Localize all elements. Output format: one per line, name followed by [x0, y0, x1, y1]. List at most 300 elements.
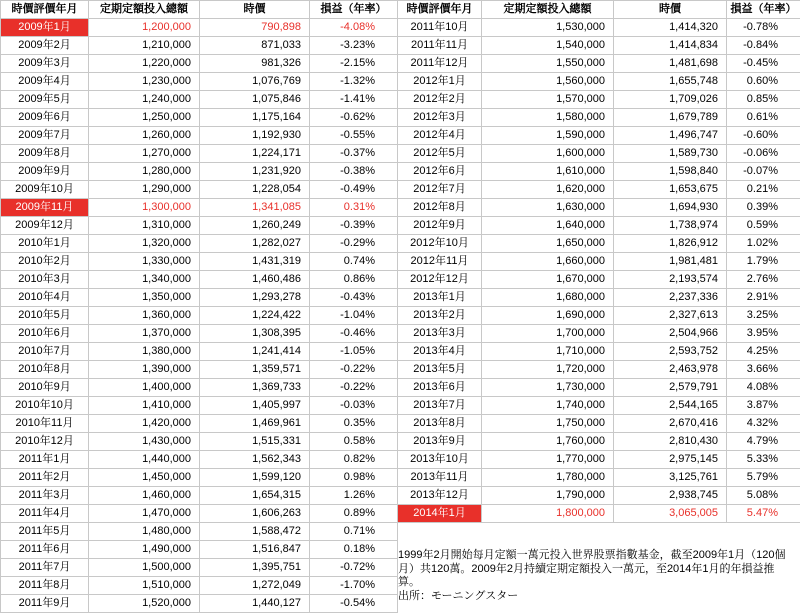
- cell-date: 2013年7月: [398, 397, 482, 415]
- table-row: [398, 271, 800, 289]
- cell-date: 2009年7月: [1, 127, 89, 145]
- cell-invested: 1,310,000: [89, 217, 200, 235]
- cell-date: 2012年2月: [398, 91, 482, 109]
- cell-invested: 1,540,000: [482, 37, 614, 55]
- cell-pl: -0.72%: [310, 559, 398, 577]
- cell-invested: 1,390,000: [89, 361, 200, 379]
- table-row: [398, 19, 800, 37]
- cell-value: 2,593,752: [614, 343, 727, 361]
- cell-pl: -0.22%: [310, 361, 398, 379]
- cell-date: 2012年10月: [398, 235, 482, 253]
- cell-pl: -0.46%: [310, 325, 398, 343]
- cell-value: 1,414,834: [614, 37, 727, 55]
- table-row: [398, 505, 800, 523]
- cell-invested: 1,620,000: [482, 181, 614, 199]
- cell-value: 1,496,747: [614, 127, 727, 145]
- cell-date: 2009年2月: [1, 37, 89, 55]
- cell-date: 2012年6月: [398, 163, 482, 181]
- cell-date: 2009年9月: [1, 163, 89, 181]
- cell-value: 1,655,748: [614, 73, 727, 91]
- cell-pl: -0.38%: [310, 163, 398, 181]
- table-row: [1, 379, 398, 397]
- cell-value: 2,670,416: [614, 415, 727, 433]
- table-row: [398, 397, 800, 415]
- cell-value: 981,326: [200, 55, 310, 73]
- cell-value: 1,224,171: [200, 145, 310, 163]
- cell-pl: 5.33%: [727, 451, 800, 469]
- cell-date: 2013年8月: [398, 415, 482, 433]
- cell-value: 2,504,966: [614, 325, 727, 343]
- cell-date: 2013年5月: [398, 361, 482, 379]
- cell-pl: 4.32%: [727, 415, 800, 433]
- cell-value: 1,588,472: [200, 523, 310, 541]
- table-row: [398, 253, 800, 271]
- table-row: [1, 217, 398, 235]
- cell-invested: 1,570,000: [482, 91, 614, 109]
- cell-date: 2010年9月: [1, 379, 89, 397]
- table-row: [1, 289, 398, 307]
- cell-date: 2012年4月: [398, 127, 482, 145]
- cell-invested: 1,370,000: [89, 325, 200, 343]
- table-row: [1, 145, 398, 163]
- cell-pl: 0.21%: [727, 181, 800, 199]
- cell-date: 2011年8月: [1, 577, 89, 595]
- cell-date: 2009年6月: [1, 109, 89, 127]
- cell-pl: -0.55%: [310, 127, 398, 145]
- cell-value: 1,826,912: [614, 235, 727, 253]
- cell-date: 2012年5月: [398, 145, 482, 163]
- cell-date: 2011年11月: [398, 37, 482, 55]
- cell-invested: 1,560,000: [482, 73, 614, 91]
- cell-invested: 1,670,000: [482, 271, 614, 289]
- cell-pl: 2.91%: [727, 289, 800, 307]
- cell-invested: 1,580,000: [482, 109, 614, 127]
- table-row: [1, 343, 398, 361]
- cell-invested: 1,450,000: [89, 469, 200, 487]
- cell-date: 2010年7月: [1, 343, 89, 361]
- cell-date: 2012年1月: [398, 73, 482, 91]
- cell-date: 2011年1月: [1, 451, 89, 469]
- cell-pl: -0.60%: [727, 127, 800, 145]
- cell-invested: 1,350,000: [89, 289, 200, 307]
- cell-value: 1,282,027: [200, 235, 310, 253]
- cell-value: 2,579,791: [614, 379, 727, 397]
- header-value: 時價: [614, 1, 727, 19]
- cell-value: 871,033: [200, 37, 310, 55]
- table-row: [1, 451, 398, 469]
- table-row: [398, 217, 800, 235]
- cell-pl: -0.07%: [727, 163, 800, 181]
- cell-invested: 1,690,000: [482, 307, 614, 325]
- cell-value: 1,679,789: [614, 109, 727, 127]
- table-row: [398, 325, 800, 343]
- cell-value: 1,469,961: [200, 415, 310, 433]
- cell-pl: 0.89%: [310, 505, 398, 523]
- cell-date: 2011年4月: [1, 505, 89, 523]
- cell-pl: 0.86%: [310, 271, 398, 289]
- cell-value: 1,231,920: [200, 163, 310, 181]
- cell-value: 1,293,278: [200, 289, 310, 307]
- table-row: [1, 523, 398, 541]
- table-row: [398, 163, 800, 181]
- cell-value: 1,272,049: [200, 577, 310, 595]
- cell-pl: 5.47%: [727, 505, 800, 523]
- cell-date: 2013年1月: [398, 289, 482, 307]
- table-row: [1, 109, 398, 127]
- cell-pl: -0.84%: [727, 37, 800, 55]
- cell-value: 2,463,978: [614, 361, 727, 379]
- cell-value: 2,975,145: [614, 451, 727, 469]
- cell-value: 790,898: [200, 19, 310, 37]
- cell-invested: 1,260,000: [89, 127, 200, 145]
- cell-date: 2010年2月: [1, 253, 89, 271]
- table-row: [398, 37, 800, 55]
- table-row: [1, 271, 398, 289]
- cell-pl: -1.41%: [310, 91, 398, 109]
- cell-invested: 1,550,000: [482, 55, 614, 73]
- cell-invested: 1,730,000: [482, 379, 614, 397]
- cell-value: 1,440,127: [200, 595, 310, 613]
- table-row: [1, 415, 398, 433]
- cell-date: 2009年1月: [1, 19, 89, 37]
- cell-pl: -0.03%: [310, 397, 398, 415]
- cell-pl: 0.18%: [310, 541, 398, 559]
- cell-value: 1,599,120: [200, 469, 310, 487]
- table-row: [398, 109, 800, 127]
- cell-pl: 1.02%: [727, 235, 800, 253]
- cell-pl: 0.60%: [727, 73, 800, 91]
- cell-value: 2,938,745: [614, 487, 727, 505]
- cell-value: 1,308,395: [200, 325, 310, 343]
- cell-date: 2012年12月: [398, 271, 482, 289]
- cell-invested: 1,630,000: [482, 199, 614, 217]
- cell-date: 2012年3月: [398, 109, 482, 127]
- table-row: [398, 433, 800, 451]
- cell-pl: 4.79%: [727, 433, 800, 451]
- cell-invested: 1,400,000: [89, 379, 200, 397]
- cell-date: 2013年12月: [398, 487, 482, 505]
- cell-value: 1,654,315: [200, 487, 310, 505]
- cell-invested: 1,410,000: [89, 397, 200, 415]
- cell-pl: -0.62%: [310, 109, 398, 127]
- table-row: [1, 181, 398, 199]
- cell-value: 1,076,769: [200, 73, 310, 91]
- cell-value: 1,460,486: [200, 271, 310, 289]
- cell-date: 2014年1月: [398, 505, 482, 523]
- cell-value: 1,606,263: [200, 505, 310, 523]
- cell-pl: 0.82%: [310, 451, 398, 469]
- cell-date: 2010年4月: [1, 289, 89, 307]
- cell-value: 1,260,249: [200, 217, 310, 235]
- cell-value: 1,359,571: [200, 361, 310, 379]
- table-row: [1, 541, 398, 559]
- table-row: [398, 145, 800, 163]
- header-pl: 損益（年率）: [310, 1, 398, 19]
- cell-invested: 1,220,000: [89, 55, 200, 73]
- cell-pl: -0.22%: [310, 379, 398, 397]
- table-row: [398, 379, 800, 397]
- cell-invested: 1,770,000: [482, 451, 614, 469]
- cell-date: 2013年6月: [398, 379, 482, 397]
- cell-pl: 3.25%: [727, 307, 800, 325]
- header-invested: 定期定額投入總額: [89, 1, 200, 19]
- cell-invested: 1,460,000: [89, 487, 200, 505]
- cell-value: 1,516,847: [200, 541, 310, 559]
- cell-invested: 1,290,000: [89, 181, 200, 199]
- cell-invested: 1,440,000: [89, 451, 200, 469]
- cell-value: 1,589,730: [614, 145, 727, 163]
- cell-date: 2009年5月: [1, 91, 89, 109]
- cell-pl: 4.08%: [727, 379, 800, 397]
- cell-value: 1,694,930: [614, 199, 727, 217]
- table-left: [0, 0, 398, 613]
- cell-pl: 0.39%: [727, 199, 800, 217]
- cell-date: 2010年12月: [1, 433, 89, 451]
- cell-value: 1,515,331: [200, 433, 310, 451]
- cell-date: 2009年11月: [1, 199, 89, 217]
- cell-pl: -0.43%: [310, 289, 398, 307]
- cell-pl: 0.71%: [310, 523, 398, 541]
- cell-date: 2013年10月: [398, 451, 482, 469]
- header-date: 時價評價年月: [398, 1, 482, 19]
- cell-value: 1,395,751: [200, 559, 310, 577]
- cell-value: 1,431,319: [200, 253, 310, 271]
- cell-invested: 1,480,000: [89, 523, 200, 541]
- cell-invested: 1,250,000: [89, 109, 200, 127]
- cell-value: 2,193,574: [614, 271, 727, 289]
- table-row: [1, 577, 398, 595]
- cell-date: 2012年11月: [398, 253, 482, 271]
- cell-date: 2011年5月: [1, 523, 89, 541]
- cell-invested: 1,600,000: [482, 145, 614, 163]
- footnote: [398, 549, 796, 603]
- cell-pl: 3.87%: [727, 397, 800, 415]
- cell-date: 2011年12月: [398, 55, 482, 73]
- cell-date: 2009年12月: [1, 217, 89, 235]
- cell-date: 2011年2月: [1, 469, 89, 487]
- cell-invested: 1,300,000: [89, 199, 200, 217]
- table-row: [1, 163, 398, 181]
- cell-date: 2011年7月: [1, 559, 89, 577]
- table-row: [1, 325, 398, 343]
- cell-value: 2,544,165: [614, 397, 727, 415]
- table-row: [398, 451, 800, 469]
- cell-invested: 1,270,000: [89, 145, 200, 163]
- cell-pl: -0.06%: [727, 145, 800, 163]
- cell-date: 2009年4月: [1, 73, 89, 91]
- table-row: [398, 199, 800, 217]
- cell-value: 1,653,675: [614, 181, 727, 199]
- cell-invested: 1,800,000: [482, 505, 614, 523]
- cell-date: 2010年10月: [1, 397, 89, 415]
- table-right-body: [398, 19, 800, 523]
- cell-invested: 1,760,000: [482, 433, 614, 451]
- cell-value: 1,481,698: [614, 55, 727, 73]
- cell-value: 1,224,422: [200, 307, 310, 325]
- table-row: [398, 343, 800, 361]
- cell-invested: 1,490,000: [89, 541, 200, 559]
- table-row: [398, 361, 800, 379]
- cell-value: 1,709,026: [614, 91, 727, 109]
- cell-invested: 1,720,000: [482, 361, 614, 379]
- table-row: [1, 397, 398, 415]
- cell-pl: -1.04%: [310, 307, 398, 325]
- cell-invested: 1,360,000: [89, 307, 200, 325]
- cell-invested: 1,610,000: [482, 163, 614, 181]
- cell-invested: 1,320,000: [89, 235, 200, 253]
- cell-pl: 0.85%: [727, 91, 800, 109]
- table-header-row: [398, 1, 800, 19]
- cell-pl: 3.95%: [727, 325, 800, 343]
- table-row: [398, 307, 800, 325]
- cell-value: 3,065,005: [614, 505, 727, 523]
- cell-value: 1,369,733: [200, 379, 310, 397]
- table-row: [398, 73, 800, 91]
- cell-invested: 1,750,000: [482, 415, 614, 433]
- cell-date: 2013年4月: [398, 343, 482, 361]
- cell-pl: -0.37%: [310, 145, 398, 163]
- cell-date: 2010年8月: [1, 361, 89, 379]
- cell-invested: 1,430,000: [89, 433, 200, 451]
- table-row: [398, 487, 800, 505]
- cell-value: 1,562,343: [200, 451, 310, 469]
- table-row: [1, 199, 398, 217]
- cell-invested: 1,210,000: [89, 37, 200, 55]
- cell-pl: -0.49%: [310, 181, 398, 199]
- cell-value: 1,738,974: [614, 217, 727, 235]
- table-row: [398, 55, 800, 73]
- cell-invested: 1,530,000: [482, 19, 614, 37]
- cell-date: 2012年7月: [398, 181, 482, 199]
- cell-pl: -4.08%: [310, 19, 398, 37]
- cell-date: 2011年3月: [1, 487, 89, 505]
- footnote-source: 出所：モーニングスター: [398, 590, 796, 604]
- cell-value: 1,075,846: [200, 91, 310, 109]
- cell-invested: 1,340,000: [89, 271, 200, 289]
- cell-value: 1,175,164: [200, 109, 310, 127]
- cell-invested: 1,650,000: [482, 235, 614, 253]
- cell-pl: 5.79%: [727, 469, 800, 487]
- cell-pl: 0.35%: [310, 415, 398, 433]
- cell-pl: -1.70%: [310, 577, 398, 595]
- table-row: [1, 91, 398, 109]
- footnote-text: 1999年2月開始每月定額一萬元投入世界股票指數基金，截至2009年1月（120個月）共120萬。2009年2月持續定期定額投入一萬元，至2014年1月的年損益推算。: [398, 549, 796, 590]
- table-row: [1, 559, 398, 577]
- table-row: [1, 307, 398, 325]
- table-row: [1, 595, 398, 613]
- cell-value: 3,125,761: [614, 469, 727, 487]
- cell-date: 2011年6月: [1, 541, 89, 559]
- cell-invested: 1,420,000: [89, 415, 200, 433]
- table-row: [1, 469, 398, 487]
- cell-invested: 1,710,000: [482, 343, 614, 361]
- cell-date: 2009年3月: [1, 55, 89, 73]
- table-row: [1, 73, 398, 91]
- header-invested: 定期定額投入總額: [482, 1, 614, 19]
- cell-pl: -2.15%: [310, 55, 398, 73]
- table-left-body: [1, 19, 398, 613]
- cell-invested: 1,230,000: [89, 73, 200, 91]
- cell-value: 1,598,840: [614, 163, 727, 181]
- cell-date: 2011年9月: [1, 595, 89, 613]
- cell-invested: 1,520,000: [89, 595, 200, 613]
- cell-date: 2012年8月: [398, 199, 482, 217]
- cell-value: 1,241,414: [200, 343, 310, 361]
- cell-date: 2011年10月: [398, 19, 482, 37]
- cell-value: 1,981,481: [614, 253, 727, 271]
- cell-date: 2010年3月: [1, 271, 89, 289]
- table-row: [398, 127, 800, 145]
- cell-value: 1,192,930: [200, 127, 310, 145]
- cell-date: 2012年9月: [398, 217, 482, 235]
- cell-pl: -0.39%: [310, 217, 398, 235]
- cell-date: 2009年8月: [1, 145, 89, 163]
- cell-date: 2010年11月: [1, 415, 89, 433]
- cell-invested: 1,590,000: [482, 127, 614, 145]
- cell-pl: -0.45%: [727, 55, 800, 73]
- cell-invested: 1,680,000: [482, 289, 614, 307]
- cell-value: 1,414,320: [614, 19, 727, 37]
- table-row: [1, 433, 398, 451]
- table-right: [397, 0, 800, 523]
- cell-pl: -0.78%: [727, 19, 800, 37]
- table-row: [1, 253, 398, 271]
- cell-invested: 1,740,000: [482, 397, 614, 415]
- cell-pl: -0.29%: [310, 235, 398, 253]
- table-row: [1, 235, 398, 253]
- table-row: [398, 91, 800, 109]
- cell-pl: 0.98%: [310, 469, 398, 487]
- cell-pl: 5.08%: [727, 487, 800, 505]
- cell-date: 2013年3月: [398, 325, 482, 343]
- cell-pl: -3.23%: [310, 37, 398, 55]
- cell-date: 2010年5月: [1, 307, 89, 325]
- table-row: [1, 55, 398, 73]
- table-header-row: [1, 1, 398, 19]
- table-row: [1, 19, 398, 37]
- table-row: [1, 37, 398, 55]
- table-row: [398, 289, 800, 307]
- header-pl: 損益（年率）: [727, 1, 800, 19]
- cell-date: 2010年1月: [1, 235, 89, 253]
- cell-invested: 1,790,000: [482, 487, 614, 505]
- cell-invested: 1,500,000: [89, 559, 200, 577]
- table-row: [1, 505, 398, 523]
- cell-pl: 0.74%: [310, 253, 398, 271]
- cell-value: 2,237,336: [614, 289, 727, 307]
- cell-value: 1,405,997: [200, 397, 310, 415]
- cell-pl: 1.79%: [727, 253, 800, 271]
- table-row: [398, 415, 800, 433]
- cell-date: 2013年2月: [398, 307, 482, 325]
- table-row: [1, 127, 398, 145]
- table-row: [398, 181, 800, 199]
- cell-invested: 1,640,000: [482, 217, 614, 235]
- cell-pl: 4.25%: [727, 343, 800, 361]
- cell-value: 1,228,054: [200, 181, 310, 199]
- table-row: [398, 235, 800, 253]
- cell-date: 2009年10月: [1, 181, 89, 199]
- header-date: 時價評價年月: [1, 1, 89, 19]
- cell-invested: 1,470,000: [89, 505, 200, 523]
- cell-invested: 1,380,000: [89, 343, 200, 361]
- cell-invested: 1,780,000: [482, 469, 614, 487]
- cell-pl: 2.76%: [727, 271, 800, 289]
- cell-pl: 0.61%: [727, 109, 800, 127]
- cell-value: 2,327,613: [614, 307, 727, 325]
- cell-value: 2,810,430: [614, 433, 727, 451]
- table-row: [398, 469, 800, 487]
